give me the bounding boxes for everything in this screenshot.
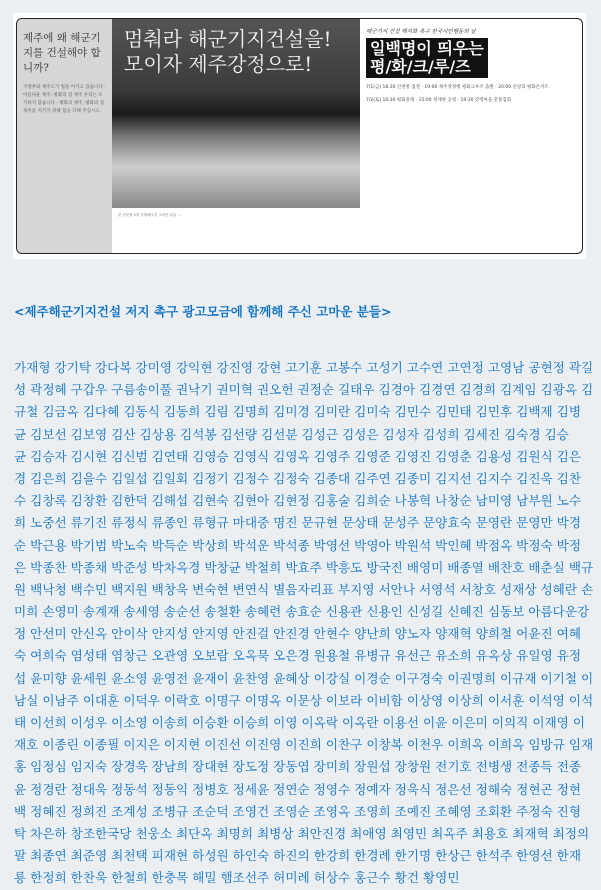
ad-event-title-2: 평/화/크/루/즈 bbox=[370, 57, 471, 76]
name-line: 균 김보선 김보영 김산 김상용 김석봉 김선량 김선분 김성근 김성은 김성자 김성희 김세진 김숙경 김승 bbox=[14, 426, 569, 442]
ad-event-title bbox=[366, 38, 488, 78]
name-line: 수 김창록 김창환 김한덕 김해섭 김현숙 김현아 김현정 김홍술 김희순 나봉혁 나창순 남미영 남부원 노수 bbox=[14, 493, 581, 509]
name-line: 성 곽정혜 구갑우 구름송이풀 권낙기 권미혁 권오헌 권정순 길태우 김경아 김경연 김경희 김계임 김광옥 김 bbox=[14, 382, 594, 398]
name-line: 원 백낙청 백수민 백지원 백창욱 변숙현 변연식 별음자리표 부지영 서안나 서영석 서창호 성재상 성혜란 손 bbox=[14, 581, 594, 597]
ad-kicker: 해군기지 건설 백지화 촉구 전국시민행동의 날 bbox=[366, 29, 476, 35]
name-line: 규철 김금옥 김다혜 김동식 김동희 김림 김명희 김미경 김미란 김미숙 김민수 김민태 김민후 김백제 김병 bbox=[14, 404, 581, 420]
name-line: 태 이선희 이성우 이소영 이송희 이승환 이승희 이영 이옥락 이옥란 이용선 이윤 이은미 이의직 이재영 이 bbox=[14, 715, 586, 730]
ad-headline-1: 멈춰라 해군기지건설을! bbox=[124, 27, 332, 51]
name-line: 가재형 강기탁 강다복 강미영 강익현 강진영 강현 고기훈 고봉수 고성기 고수연 고연정 고영남 공현정 곽길 bbox=[14, 360, 594, 375]
name-line: 숙 여희숙 염성태 염창근 오관영 오보람 오옥묵 오은경 원용철 유병규 유선근 유소희 유옥상 유일영 유정 bbox=[14, 648, 581, 664]
name-line: 탁 차은하 창조한국당 천웅소 최단옥 최명희 최병상 최안진경 최애영 최영민 최옥주 최용호 최재혁 최정의 bbox=[14, 825, 590, 841]
ad-schedule-1: 7/1(금) 18:30 인천항 집결 · 19:00 제주강정행 평화크루즈 출발 · 20:00 선상의 평화콘서트 bbox=[366, 85, 549, 90]
name-line: 백 정혜진 정희진 조계성 조병규 조순덕 조영건 조영순 조영옥 조영희 조예진 조혜영 조회환 주정숙 진형 bbox=[14, 803, 581, 819]
name-line: 순 박근용 박기범 박노숙 박득순 박상희 박석운 박석종 박영선 박영아 박원석 박인혜 박점옥 박정숙 박정 bbox=[14, 537, 581, 553]
name-line: 룡 한정희 한찬욱 한철희 한충목 해밀 햄조선주 허미례 허상수 홍근수 황건 황영민 bbox=[14, 870, 460, 886]
page-title: <제주해군기지건설 저지 촉구 광고모금에 함께해 주신 고마운 분들> bbox=[14, 304, 392, 319]
name-line: 홍 임정심 임지숙 장경욱 장남희 장대현 장도정 장동엽 장미희 장원섭 장창원 전기호 전병생 전종득 전종 bbox=[14, 759, 581, 775]
name-line: 섭 윤미향 윤세원 윤소영 윤영전 윤재이 윤찬영 윤혜상 이강실 이경순 이구경숙 이권명희 이규재 이기철 이 bbox=[14, 670, 594, 686]
name-line: 정 안선미 안신옥 안이삭 안지성 안지영 안진걸 안진경 안현수 양난희 양노자 양재혁 양희철 어윤진 여혜 bbox=[14, 626, 581, 642]
name-line: 균 김승자 김시현 김신범 김연태 김영승 김영식 김영옥 김영주 김영준 김영진 김영춘 김용성 김원식 김은 bbox=[14, 448, 581, 464]
ad-headline bbox=[124, 27, 332, 77]
ad-question: 제주에 왜 해군기지를 건설해야 합니까? bbox=[23, 32, 101, 74]
ad-schedule-2: 7/2(토) 10:30 평화올레 · 15:00 정세한 공청 · 19:30 강정마을 촛불집회 bbox=[366, 98, 512, 103]
donor-name-list bbox=[14, 357, 594, 890]
ad-left-panel bbox=[17, 19, 112, 253]
name-line: 남실 이남주 이대훈 이덕우 이락호 이명구 이명옥 이문상 이보라 이비함 이상영 이상희 이서훈 이석영 이석 bbox=[14, 692, 594, 708]
ad-donor-fineprint: 본 신문광고를 후원해주신 고마운 분들 ... bbox=[118, 213, 181, 217]
ad-event-title-1: 일백명이 띄우는 bbox=[370, 39, 484, 58]
campaign-ad-image bbox=[13, 13, 586, 259]
name-line: 재호 이종린 이종필 이지은 이지현 이진선 이진영 이진희 이찬구 이창복 이천우 이희옥 이희옥 임방규 임재 bbox=[14, 737, 594, 753]
name-line: 경 김은희 김을수 김일섭 김일회 김정기 김정수 김정숙 김종대 김주연 김종미 김지선 김지수 김진욱 김찬 bbox=[14, 470, 581, 486]
ad-left-text: 국방부와 제주도가 법을 어기고 있습니다 · 아름다운 제주, 평화의 섬 제주 우리는 포기하지 않습니다 · 평화의 제주, 평화의 섬 제주를 지키기 위해 힘을 더해 주십시오. bbox=[23, 85, 106, 114]
name-line: 윤 정경란 정대욱 정동석 정동익 정병호 정세윤 정연순 정영수 정예자 정욱식 정은선 정해숙 정현곤 정현 bbox=[14, 781, 581, 797]
ad-wave-photo bbox=[112, 19, 360, 208]
name-line: 미희 손영미 송계재 송세영 송순선 송철환 송혜련 송효순 신용관 신용인 신성길 신혜진 심동보 아름다운강 bbox=[14, 604, 590, 620]
name-line: 팔 최종연 최준영 최천택 피재현 하성원 하인숙 하진의 한강희 한경례 한기명 한상근 한석주 한영선 한재 bbox=[14, 848, 581, 864]
ad-frame bbox=[16, 18, 583, 254]
ad-headline-2: 모이자 제주강정으로! bbox=[124, 52, 313, 76]
ad-right-panel bbox=[360, 19, 582, 208]
name-line: 희 노중선 류기진 류정식 류종인 류형규 마대중 명진 문규현 문상태 문성주 문양효숙 문영란 문영만 박경 bbox=[14, 515, 581, 531]
name-line: 은 박종찬 박종채 박준성 박차옥경 박창균 박철희 박효주 박흥도 방국진 배영미 배종열 배찬호 배춘실 백규 bbox=[14, 559, 594, 575]
